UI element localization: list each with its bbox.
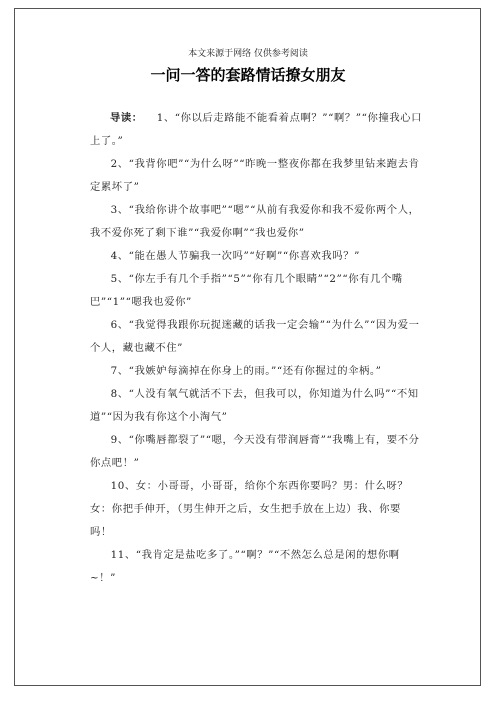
paragraph-6: 6、“我觉得我跟你玩捉迷藏的话我一定会输”“为什么”“因为爱一个人，藏也藏不住” <box>90 319 420 354</box>
paragraph-8: 8、“人没有氧气就活不下去，但我可以，你知道为什么吗”“不知道”“因为我有你这个小淘气” <box>90 388 419 423</box>
paragraph-11: 11、“我肯定是盐吃多了。”“啊？”“不然怎么总是闲的想你啊~！” <box>90 549 400 584</box>
paragraph-4: 4、“能在愚人节骗我一次吗”“好啊”“你喜欢我吗？” <box>110 250 360 262</box>
paragraph-2: 2、“我背你吧”“为什么呀”“昨晚一整夜你都在我梦里钻来跑去肯定累坏了” <box>90 158 420 193</box>
paragraph-5: 5、“你左手有几个手指”“5”“你有几个眼睛”“2”“你有几个嘴巴”“1”“嗯我也爱你” <box>90 273 403 308</box>
source-note: 本文来源于网络 仅供参考阅读 <box>188 49 308 59</box>
document-body <box>90 107 422 590</box>
lead-label: 导读： <box>110 112 143 124</box>
paragraph-10: 10、女：小哥哥，小哥哥，给你个东西你要吗？男：什么呀？女：你把手伸开，（男生伸开之后，女生把手放在上边）我、你要吗！ <box>90 480 409 538</box>
paragraph-1 <box>90 107 422 153</box>
paragraph-9: 9、“你嘴唇都裂了”“嗯，今天没有带润唇膏”“我嘴上有，要不分你点吧！” <box>90 434 420 469</box>
document-title: 一问一答的套路情话撩女朋友 <box>150 66 346 84</box>
paragraph-7: 7、“我嫉妒每滴掉在你身上的雨。”“还有你握过的伞柄。” <box>110 365 382 377</box>
paragraph-3: 3、“我给你讲个故事吧”“嗯”“从前有我爱你和我不爱你两个人，我不爱你死了剩下谁”“我爱你啊”“我也爱你” <box>90 204 420 239</box>
paragraph-text: 1、“你以后走路能不能看着点啊？”“啊？”“你撞我心口上了。” <box>90 112 423 147</box>
